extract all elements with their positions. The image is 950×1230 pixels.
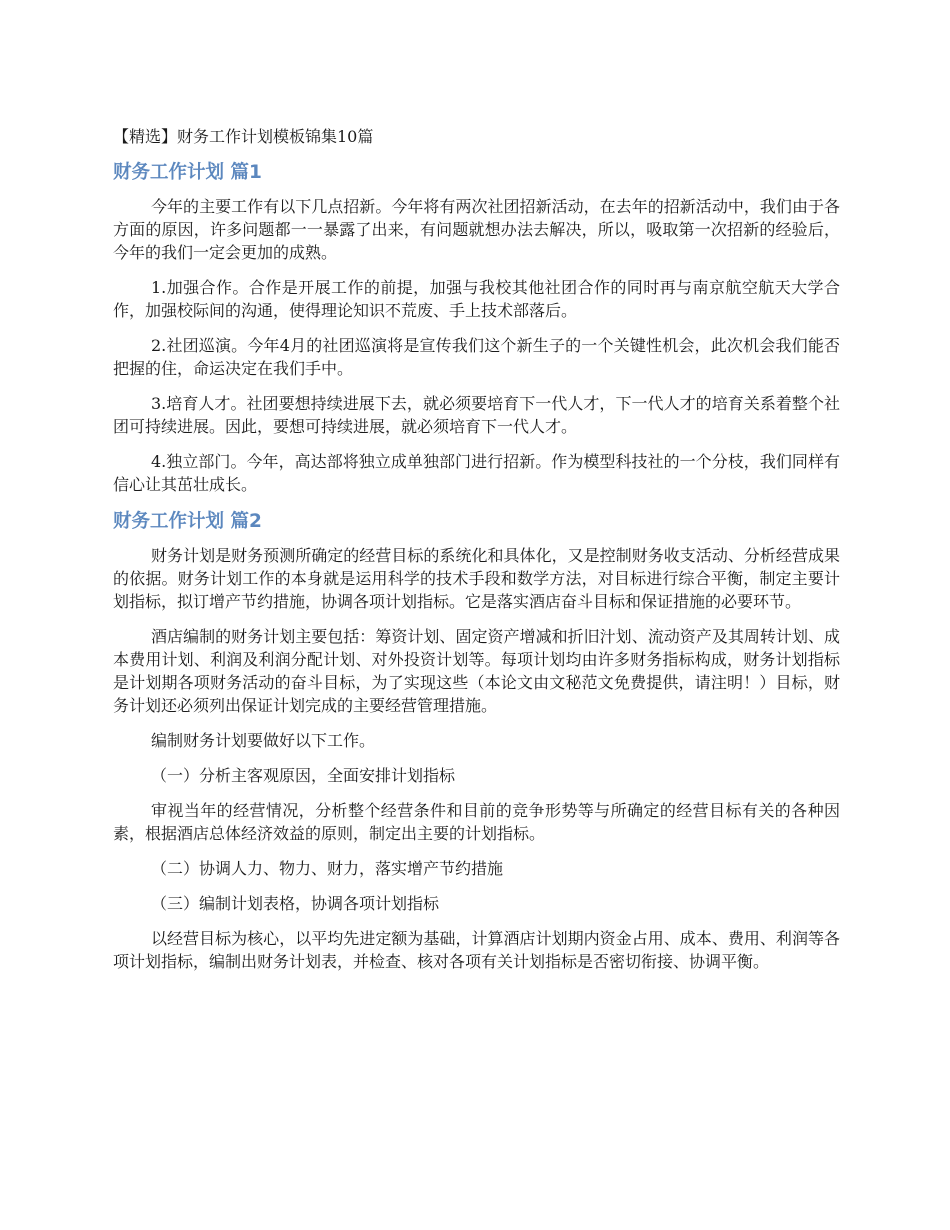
paragraph: 酒店编制的财务计划主要包括：筹资计划、固定资产增减和折旧汁划、流动资产及其周转计划、成本费用计划、利润及利润分配计划、对外投资计划等。每项计划均由许多财务指标构成，财务计划指标是计划期各项财务活动的奋斗目标，为了实现这些（本论文由文秘范文免费提供，请注明！）目标，财务计划还必须列出保证计划完成的主要经营管理措施。 <box>113 627 840 715</box>
paragraph: 以经营目标为核心，以平均先进定额为基础，计算酒店计划期内资金占用、成本、费用、利润等各项计划指标，编制出财务计划表，并检查、核对各项有关计划指标是否密切衔接、协调平衡。 <box>113 929 840 971</box>
document-title: 【精选】财务工作计划模板锦集10篇 <box>113 127 374 146</box>
paragraph: （二）协调人力、物力、财力，落实增产节约措施 <box>151 859 504 878</box>
paragraph: 2.社团巡演。今年4月的社团巡演将是宣传我们这个新生子的一个关键性机会，此次机会我们能否把握的住，命运决定在我们手中。 <box>113 336 840 378</box>
section-heading: 财务工作计划 篇1 <box>113 162 262 183</box>
paragraph: 财务计划是财务预测所确定的经营目标的系统化和具体化，又是控制财务收支活动、分析经营成果的依据。财务计划工作的本身就是运用科学的技术手段和数学方法，对目标进行综合平衡，制定主要计划指标，拟订增产节约措施，协调各项计划指标。它是落实酒店奋斗目标和保证措施的必要环节。 <box>113 546 840 611</box>
paragraph: 4.独立部门。今年，高达部将独立成单独部门进行招新。作为模型科技社的一个分枝，我们同样有信心让其茁壮成长。 <box>113 452 840 494</box>
paragraph: 审视当年的经营情况，分析整个经营条件和目前的竞争形势等与所确定的经营目标有关的各种因素，根据酒店总体经济效益的原则，制定出主要的计划指标。 <box>113 801 840 843</box>
paragraph: 编制财务计划要做好以下工作。 <box>151 731 376 750</box>
paragraph: 3.培育人才。社团要想持续进展下去，就必须要培育下一代人才，下一代人才的培育关系着整个社团可持续进展。因此，要想可持续进展，就必须培育下一代人才。 <box>113 394 840 436</box>
paragraph: 今年的主要工作有以下几点招新。今年将有两次社团招新活动，在去年的招新活动中，我们由于各方面的原因，许多问题都一一暴露了出来，有问题就想办法去解决，所以，吸取第一次招新的经验后，今年的我们一定会更加的成熟。 <box>113 197 840 262</box>
paragraph: （三）编制计划表格，协调各项计划指标 <box>151 894 440 913</box>
section-heading: 财务工作计划 篇2 <box>113 511 262 532</box>
paragraph: （一）分析主客观原因，全面安排计划指标 <box>151 766 456 785</box>
paragraph: 1.加强合作。合作是开展工作的前提，加强与我校其他社团合作的同时再与南京航空航天大学合作，加强校际间的沟通，使得理论知识不荒废、手上技术部落后。 <box>113 278 840 320</box>
section-1 <box>113 159 840 496</box>
section-2 <box>113 508 840 973</box>
document-page <box>113 124 840 985</box>
